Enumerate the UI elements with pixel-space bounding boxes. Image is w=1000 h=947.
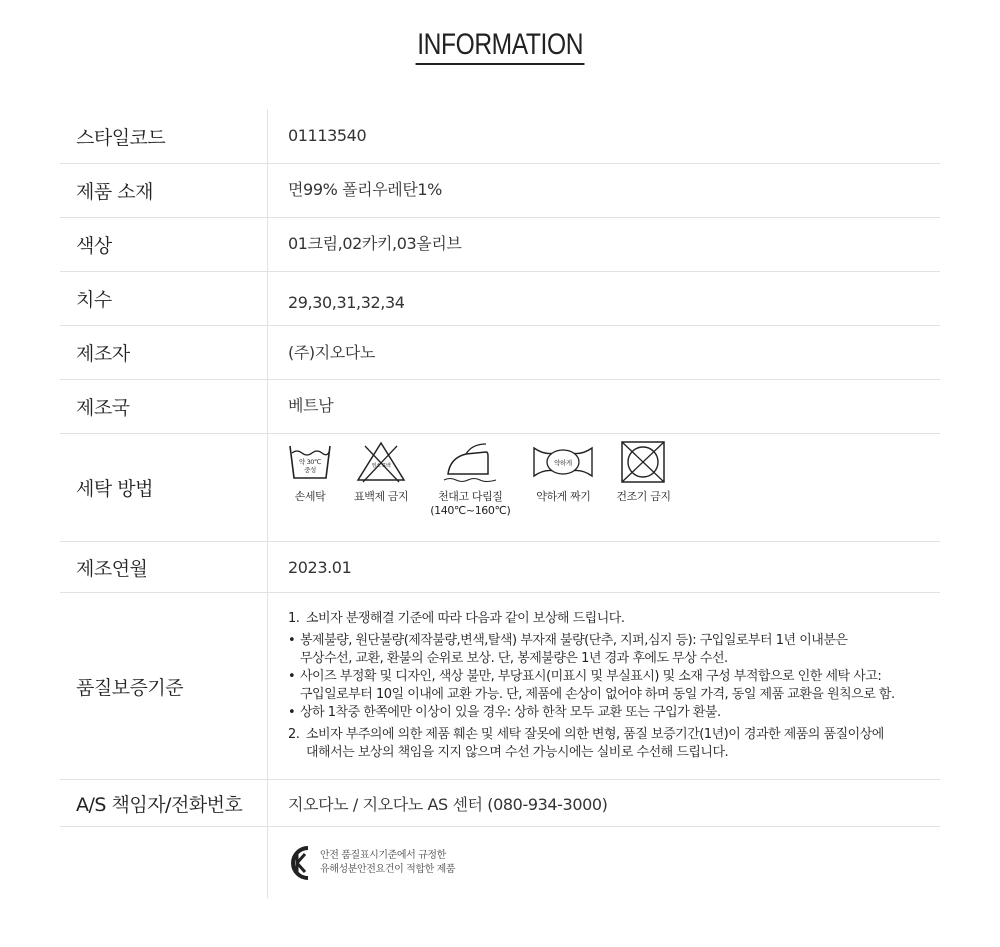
no-bleach-icon (355, 440, 407, 484)
label-country: 제조국 (60, 380, 268, 433)
kc-certification (268, 827, 940, 898)
care-no-bleach (354, 440, 408, 504)
row-style-code (60, 109, 940, 164)
page-title-wrap (0, 28, 1000, 65)
caption-gentle-wring: 약하게 짜기 (536, 490, 591, 503)
svg-text:KC: KC (288, 844, 289, 846)
label-quality: 품질보증기준 (60, 593, 268, 779)
row-material (60, 164, 940, 218)
quality-bullet-1-line2: 무상수선, 교환, 환불의 순위로 보상. 단, 봉제불량은 1년 경과 후에도 무상 수선. (300, 651, 728, 666)
kc-line2: 유해성분안전요건이 적합한 제품 (320, 863, 456, 875)
quality-text (268, 593, 940, 779)
quality-item-2: 2. 소비자 부주의에 의한 제품 훼손 및 세탁 잘못에 의한 변형, 품질 보증기간(1년)이 경과한 제품의 품질이상에 (288, 727, 884, 742)
care-symbols (268, 434, 940, 541)
svg-text:약 30℃: 약 30℃ (299, 458, 321, 466)
row-color (60, 218, 940, 272)
gentle-wring-icon (532, 440, 594, 484)
value-style-code: 01113540 (288, 125, 367, 145)
row-manufacturer (60, 326, 940, 380)
caption-no-tumble-dry: 건조기 금지 (616, 490, 671, 503)
quality-bullet-2: • 사이즈 부정확 및 디자인, 색상 불만, 부당표시(미표시 및 부실표시) 및 소재 구성 부적합으로 인한 세탁 사고: (288, 669, 882, 684)
row-size (60, 272, 940, 326)
caption-no-bleach: 표백제 금지 (354, 490, 409, 503)
label-color: 색상 (60, 218, 268, 271)
kc-mark-icon (288, 845, 314, 881)
quality-bullet-3: • 상하 1착중 한쪽에만 이상이 있을 경우: 상하 한착 모두 교환 또는 구입가 환불. (288, 705, 721, 720)
label-care: 세탁 방법 (60, 434, 268, 541)
value-country: 베트남 (288, 396, 334, 415)
value-as: 지오다노 / 지오다노 AS 센터 (080-934-3000) (288, 794, 608, 814)
label-kc-empty (60, 827, 268, 898)
quality-bullet-2-line2: 구입일로부터 10일 이내에 교환 가능. 단, 제품에 손상이 없어야 하며 동일 가격, 동일 제품 교환을 원칙으로 함. (300, 687, 895, 702)
info-table (60, 109, 940, 898)
label-material: 제품 소재 (60, 164, 268, 217)
row-care (60, 434, 940, 542)
care-gentle-wring (532, 440, 594, 504)
label-style-code: 스타일코드 (60, 109, 268, 163)
kc-line1: 안전 품질표시기준에서 규정한 (320, 849, 446, 861)
svg-text:중성: 중성 (304, 466, 316, 474)
caption-iron (430, 490, 510, 518)
svg-text:약하게: 약하게 (554, 459, 573, 467)
quality-item-2-line2: 대해서는 보상의 책임을 지지 않으며 수선 가능시에는 실비로 수선해 드립니다. (306, 745, 729, 760)
value-size: 29,30,31,32,34 (288, 293, 405, 312)
label-manufacture-date: 제조연월 (60, 542, 268, 592)
value-manufacturer: (주)지오다노 (288, 343, 375, 362)
no-tumble-dry-icon (620, 440, 666, 484)
iron-icon (442, 440, 498, 484)
care-hand-wash (288, 440, 332, 504)
caption-iron-line2: (140℃~160℃) (430, 504, 511, 517)
hand-wash-icon (288, 440, 332, 484)
value-material: 면99% 폴리우레탄1% (288, 180, 442, 199)
label-manufacturer: 제조자 (60, 326, 268, 379)
page-title: INFORMATION (415, 28, 584, 65)
label-size: 치수 (60, 272, 268, 325)
care-no-tumble-dry (616, 440, 670, 504)
label-as: A/S 책임자/전화번호 (60, 780, 268, 826)
quality-item-1: 1. 소비자 분쟁해결 기준에 따라 다음과 같이 보상해 드립니다. (288, 611, 625, 626)
care-iron (430, 440, 510, 518)
caption-hand-wash: 손세탁 (294, 490, 326, 503)
quality-bullet-1: • 봉제불량, 원단불량(제작불량,변색,탈색) 부자재 불량(단추, 지퍼,심지 등): 구입일로부터 1년 이내분은 (288, 633, 848, 648)
row-manufacture-date (60, 542, 940, 593)
row-quality (60, 593, 940, 780)
value-manufacture-date: 2023.01 (288, 557, 352, 577)
row-country (60, 380, 940, 434)
value-color: 01크림,02카키,03올리브 (288, 234, 462, 253)
svg-text:염소 표백: 염소 표백 (371, 463, 391, 469)
row-as (60, 780, 940, 827)
caption-iron-line1: 천대고 다림질 (438, 490, 503, 503)
row-kc (60, 827, 940, 898)
